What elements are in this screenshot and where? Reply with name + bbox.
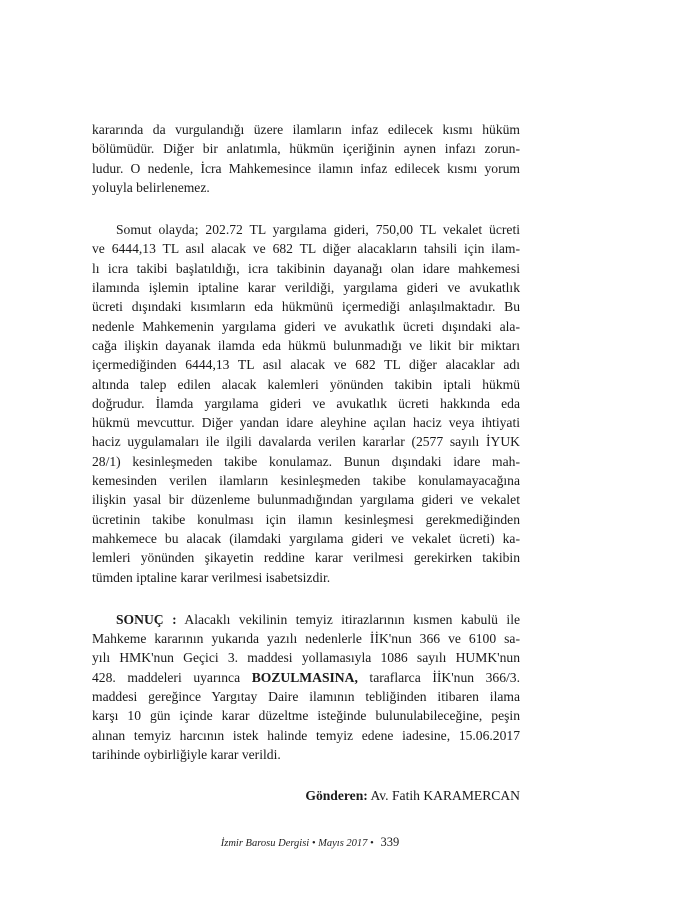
text-line: ilamında işlemin iptaline karar verildiği, yargılama gideri ve avukatlık — [92, 280, 520, 296]
page-body — [92, 120, 520, 806]
page-number: 339 — [380, 835, 400, 849]
conclusion-text: Alacaklı vekilinin temyiz itirazlarının kısmen kabulü ile — [176, 611, 521, 627]
text-line: doğrudur. İlamda yargılama gideri ve avukatlık ücreti hakkında eda — [92, 395, 520, 411]
text-line: kemesinden verilen ilamların kesinleşmeden takibe konulamayacağına — [92, 473, 520, 489]
signature-name: Av. Fatih KARAMERCAN — [367, 788, 520, 804]
text-line: tümden iptaline karar verilmesi isabetsizdir. — [92, 569, 331, 585]
text-line: haciz uygulamaları ile ilgili davalarda verilen kararlar (2577 sayılı İYUK — [92, 434, 520, 450]
conclusion-label: SONUÇ : — [116, 611, 177, 627]
text-line — [92, 610, 520, 629]
text-line: ücretinin takibe konulması için ilamın kesinleşmesi gerekmediğinden — [92, 511, 520, 527]
text-line: lı icra takibi başlatıldığı, icra takibinin dayanağı olan idare mahkemesi — [92, 260, 520, 276]
text-line: cağa ilişkin dayanak ilamda eda hükmü bulunmadığı ve likit bir miktarı — [92, 337, 520, 353]
text-line: karşı 10 gün içinde karar düzeltme isteğinde bulunulabileceğine, peşin — [92, 708, 520, 724]
text-line: ve 6444,13 TL asıl alacak ve 682 TL diğer alacakların tahsili için ilam- — [92, 241, 520, 257]
signature — [92, 786, 520, 805]
text-segment: taraflarca İİK'nun 366/3. — [357, 669, 520, 685]
text-line: ücreti dışındaki kısımların eda hükmünü içermediği anlaşılmaktadır. Bu — [92, 299, 520, 315]
text-line: bölümüdür. Diğer bir anlatımla, hükmün içeriğinin aynen infazı zorun- — [92, 141, 520, 157]
page-footer — [0, 835, 620, 850]
text-line: yoluyla belirlenemez. — [92, 179, 210, 195]
text-line: nedenle Mahkemenin yargılama gideri ve avukatlık ücreti dışındaki ala- — [92, 318, 520, 334]
text-line: altında talep edilen alacak kalemleri yönünden takibin iptali hükmü — [92, 376, 520, 392]
text-line: içermediğinden 6444,13 TL asıl alacak ve 682 TL diğer alacaklar adı — [92, 357, 520, 373]
paragraph-2 — [92, 220, 520, 587]
text-line: maddesi gereğince Yargıtay Daire ilamının tebliğinden itibaren ilama — [92, 689, 520, 705]
text-line: kararında da vurgulandığı üzere ilamların infaz edilecek kısmı hüküm — [92, 122, 520, 137]
bold-verdict: BOZULMASINA, — [251, 669, 358, 685]
text-segment: 428. maddeleri uyarınca — [92, 669, 252, 685]
text-line: Mahkeme kararının yukarıda yazılı nedenlerle İİK'nun 366 ve 6100 sa- — [92, 631, 520, 647]
text-line: mahkemece bu alacak (ilamdaki yargılama gideri ve vekalet ücreti) ka- — [92, 530, 520, 546]
text-line: ludur. O nedenle, İcra Mahkemesince ilamın infaz edilecek kısmı yorum — [92, 160, 520, 176]
text-line: tarihinde oybirliğiyle karar verildi. — [92, 746, 281, 762]
paragraph-conclusion — [92, 610, 520, 764]
text-line: ilişkin yasal bir düzenleme bulunmadığından yargılama gideri ve vekalet — [92, 492, 520, 508]
text-line: alınan temyiz harcının istek halinde temyiz edene iadesine, 15.06.2017 — [92, 727, 520, 743]
text-line: lemleri yönünden şikayetin reddine karar verilmesi gerekirken takibin — [92, 550, 520, 566]
text-line: Somut olayda; 202.72 TL yargılama gideri, 750,00 TL vekalet ücreti — [116, 222, 520, 238]
text-line: yılı HMK'nun Geçici 3. maddesi yollamasıyla 1086 sayılı HUMK'nun — [92, 650, 520, 666]
text-line — [92, 668, 520, 687]
text-line: 28/1) kesinleşmeden takibe konulamaz. Bunun dışındaki idare mah- — [92, 453, 520, 469]
paragraph-1 — [92, 120, 520, 197]
text-line: hükmü mevcuttur. Diğer yandan idare aleyhine açılan haciz veya ihtiyati — [92, 415, 520, 431]
signature-label: Gönderen: — [305, 788, 368, 804]
journal-name: İzmir Barosu Dergisi • Mayıs 2017 • — [220, 838, 374, 849]
